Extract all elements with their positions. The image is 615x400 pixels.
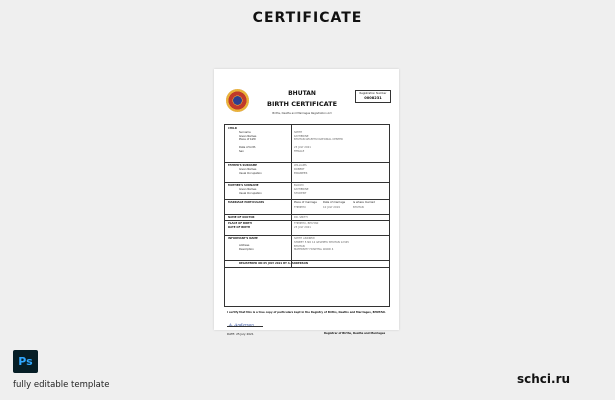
certification-statement: I certify that this is a true copy of particulars kept in the Registry of Births, Deaths and Marriages, BHUTAN. [227,311,386,314]
section-informant: INFORMANT'S NAME [228,237,258,240]
label-mother-given: Given Names [239,188,257,191]
label-informant-address: Address [239,244,250,247]
value-informant-address2: BHUTAN [294,244,305,248]
section-marriage: MARRIAGE PARTICULARS [228,201,265,204]
value-mother-given: KATHERINE [294,188,309,191]
value-place-birth: THIMPHU, BHUTAN [294,222,319,225]
value-informant: SMITH ANDREW [294,237,315,240]
page-title: CERTIFICATE [252,10,363,26]
section-place-birth: PLACE OF BIRTH [228,222,252,225]
registered-line: REGISTERED ON 05 JULY 2021 BY A. ANDERSON [239,262,309,265]
value-date-birth: 23 JULY 2021 [294,226,311,229]
section-mother: MOTHER'S SURNAME [228,184,259,187]
registration-label: Registration Number [359,92,387,95]
value-marriage-place: THIMPHU [294,206,306,209]
value-informant-desc: MATERNITY HOSPITAL WARD 4 [294,248,334,251]
label-marriage-age: Is where married [353,201,375,204]
certificate-country: BHUTAN [288,90,316,97]
label-child-given: Given Names [239,134,257,138]
certificate-subtitle: Births, Deaths and Marriages Registration Act [272,112,332,115]
registration-number: 0008231 [364,96,382,100]
label-marriage-date: Date of marriage [323,201,346,204]
value-father-surname: WILLIAMS [294,164,307,167]
label-mother-occ: Usual Occupation [239,191,262,195]
value-father-given: ROBERT [294,168,305,171]
label-child-dob: Date of birth [239,146,256,149]
label-informant-desc: Description [239,248,254,251]
label-child-surname: Surname [239,131,251,134]
value-mother-surname: BLOOM [294,184,304,187]
value-marriage-date: 10 JULY 2019 [323,206,340,209]
signature: A. Anderson [229,322,254,327]
certificate-date: DATE: 25 July 2021 [227,332,254,336]
certificate-title: BIRTH CERTIFICATE [266,100,338,108]
value-mother-occ: STUDENT [294,191,307,195]
label-child-place: Place of birth [239,138,257,141]
section-child: CHILD [228,127,237,130]
certificate-table [224,124,390,307]
value-child-sex: FEMALE [294,149,305,153]
value-doctor: DR. SMITH [294,215,308,219]
site-watermark: schci.ru [517,372,571,386]
registrar-title: Registrar of Births, Deaths and Marriages [324,332,386,335]
value-child-dob: 23 JULY 2021 [294,146,311,149]
label-father-occ: Usual Occupation [239,171,262,175]
footer-caption: fully editable template [13,380,110,390]
certificate-document [214,69,399,336]
value-marriage-age: BHUTAN [353,206,364,209]
label-child-sex: Sex [239,149,244,153]
value-informant-address: STREET 5 NO 12 GELEPHU BHUTAN 12345 [294,241,349,244]
section-doctor: NAME OF DOCTOR [228,215,255,219]
registration-box [355,90,391,103]
signature-line [227,326,263,327]
label-father-given: Given Names [239,168,257,171]
label-marriage-place: Place of marriage [294,201,317,204]
photoshop-icon: Ps [13,350,38,373]
value-child-surname: SMITH [294,131,303,134]
bhutan-emblem-icon [226,89,249,112]
value-child-place: BHUTAN GELEPHU NATIONAL CENTER [294,138,343,141]
value-father-occ: ENGINEER [294,171,308,175]
section-date-birth: DATE OF BIRTH [228,226,251,229]
value-child-given: KATHERINE [294,134,309,138]
section-father: FATHER'S SURNAME [228,164,258,167]
